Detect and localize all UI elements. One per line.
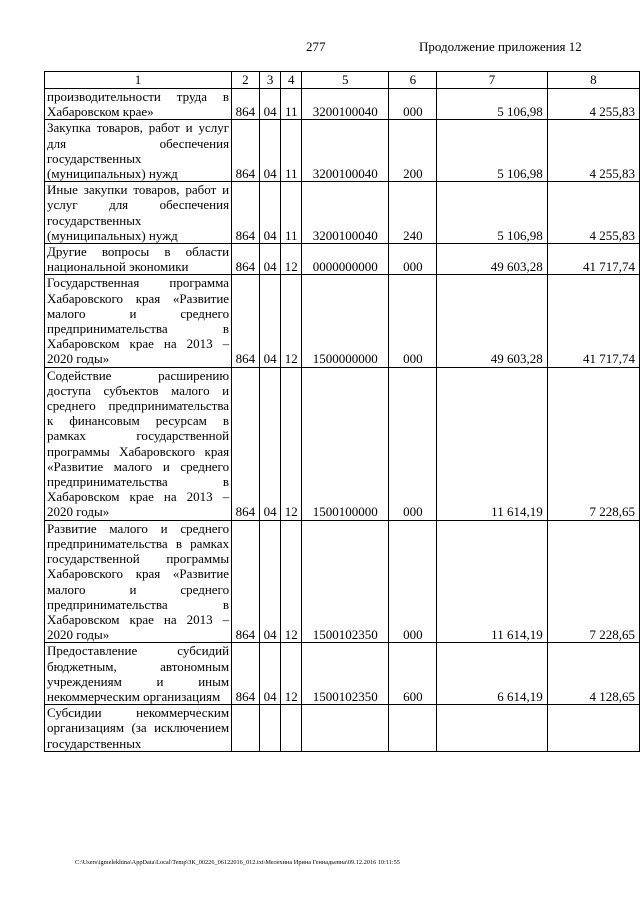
expense-type-code: 200 [389, 120, 437, 182]
row-name: Предоставление субсидий бюджетным, автономным учреждениям и иным некоммерческим организациям [45, 643, 232, 705]
table-row [45, 89, 640, 120]
table-row [45, 367, 640, 520]
row-name: производительности труда в Хабаровском крае» [45, 89, 232, 120]
target-article-code: 0000000000 [302, 244, 389, 275]
amount-2017: 5 106,98 [437, 182, 547, 244]
amount-2017: 5 106,98 [437, 89, 547, 120]
subsection-code [281, 705, 302, 752]
page-number: 277 [306, 39, 326, 54]
row-name: Содействие расширению доступа субъектов малого и среднего предпринимательства к финансовым ресурсам в рамках государственной программы Хабаровского края «Развитие малого и среднего предпринимательства в Хабаровском крае на 2013 – 2020 годы» [45, 367, 232, 520]
section-code: 04 [259, 120, 281, 182]
admin-code: 864 [232, 120, 260, 182]
table-row [45, 120, 640, 182]
table-row [45, 275, 640, 367]
admin-code: 864 [232, 367, 260, 520]
table-row [45, 182, 640, 244]
amount-2017: 11 614,19 [437, 367, 547, 520]
amount-2018: 7 228,65 [547, 520, 639, 643]
expense-type-code: 000 [389, 244, 437, 275]
table-row [45, 705, 640, 752]
subsection-code: 12 [281, 367, 302, 520]
target-article-code [302, 705, 389, 752]
section-code: 04 [259, 244, 281, 275]
row-name: Закупка товаров, работ и услуг для обеспечения государственных (муниципальных) нужд [45, 120, 232, 182]
expense-type-code [389, 705, 437, 752]
admin-code: 864 [232, 244, 260, 275]
target-article-code: 3200100040 [302, 120, 389, 182]
expense-type-code: 240 [389, 182, 437, 244]
file-path-footer: C:\Users\igmelekhina\AppData\Local\Temp\ЗК_00226_06122016_012.txt\Мелехина Ирина Геннадьевна\09.12.2016 10:11:55 [75, 859, 400, 866]
column-header: 2 [232, 72, 260, 89]
section-code: 04 [259, 643, 281, 705]
admin-code [232, 705, 260, 752]
section-code [259, 705, 281, 752]
section-code: 04 [259, 520, 281, 643]
amount-2018: 41 717,74 [547, 275, 639, 367]
amount-2017: 5 106,98 [437, 120, 547, 182]
row-name: Иные закупки товаров, работ и услуг для обеспечения государственных (муниципальных) нужд [45, 182, 232, 244]
subsection-code: 12 [281, 643, 302, 705]
table-header-row [45, 72, 640, 89]
subsection-code: 11 [281, 120, 302, 182]
row-name: Другие вопросы в области национальной экономики [45, 244, 232, 275]
amount-2018: 7 228,65 [547, 367, 639, 520]
column-header: 1 [45, 72, 232, 89]
target-article-code: 1500100000 [302, 367, 389, 520]
column-header: 7 [437, 72, 547, 89]
target-article-code: 1500102350 [302, 643, 389, 705]
row-name: Развитие малого и среднего предпринимательства в рамках государственной программы Хабаровского края «Развитие малого и среднего предпринимательства в Хабаровском крае на 2013 – 2020 годы» [45, 520, 232, 643]
column-header: 8 [547, 72, 639, 89]
section-code: 04 [259, 275, 281, 367]
amount-2018: 4 255,83 [547, 182, 639, 244]
amount-2017: 49 603,28 [437, 244, 547, 275]
budget-table [44, 71, 640, 752]
section-code: 04 [259, 367, 281, 520]
expense-type-code: 000 [389, 367, 437, 520]
admin-code: 864 [232, 89, 260, 120]
subsection-code: 12 [281, 275, 302, 367]
table-row [45, 643, 640, 705]
amount-2018 [547, 705, 639, 752]
amount-2017: 49 603,28 [437, 275, 547, 367]
continuation-caption: Продолжение приложения 12 [419, 39, 582, 54]
expense-type-code: 000 [389, 89, 437, 120]
row-name: Государственная программа Хабаровского края «Развитие малого и среднего предпринимательства в Хабаровском крае на 2013 – 2020 годы» [45, 275, 232, 367]
column-header: 4 [281, 72, 302, 89]
subsection-code: 11 [281, 89, 302, 120]
admin-code: 864 [232, 182, 260, 244]
amount-2018: 4 128,65 [547, 643, 639, 705]
section-code: 04 [259, 89, 281, 120]
expense-type-code: 000 [389, 275, 437, 367]
column-header: 6 [389, 72, 437, 89]
amount-2017: 6 614,19 [437, 643, 547, 705]
expense-type-code: 600 [389, 643, 437, 705]
target-article-code: 3200100040 [302, 89, 389, 120]
amount-2018: 41 717,74 [547, 244, 639, 275]
admin-code: 864 [232, 275, 260, 367]
row-name: Субсидии некоммерческим организациям (за исключением государственных [45, 705, 232, 752]
amount-2018: 4 255,83 [547, 120, 639, 182]
amount-2017: 11 614,19 [437, 520, 547, 643]
admin-code: 864 [232, 643, 260, 705]
amount-2017 [437, 705, 547, 752]
target-article-code: 1500000000 [302, 275, 389, 367]
expense-type-code: 000 [389, 520, 437, 643]
section-code: 04 [259, 182, 281, 244]
target-article-code: 3200100040 [302, 182, 389, 244]
table-row [45, 520, 640, 643]
amount-2018: 4 255,83 [547, 89, 639, 120]
column-header: 5 [302, 72, 389, 89]
table-row [45, 244, 640, 275]
admin-code: 864 [232, 520, 260, 643]
subsection-code: 12 [281, 520, 302, 643]
subsection-code: 11 [281, 182, 302, 244]
subsection-code: 12 [281, 244, 302, 275]
target-article-code: 1500102350 [302, 520, 389, 643]
column-header: 3 [259, 72, 281, 89]
